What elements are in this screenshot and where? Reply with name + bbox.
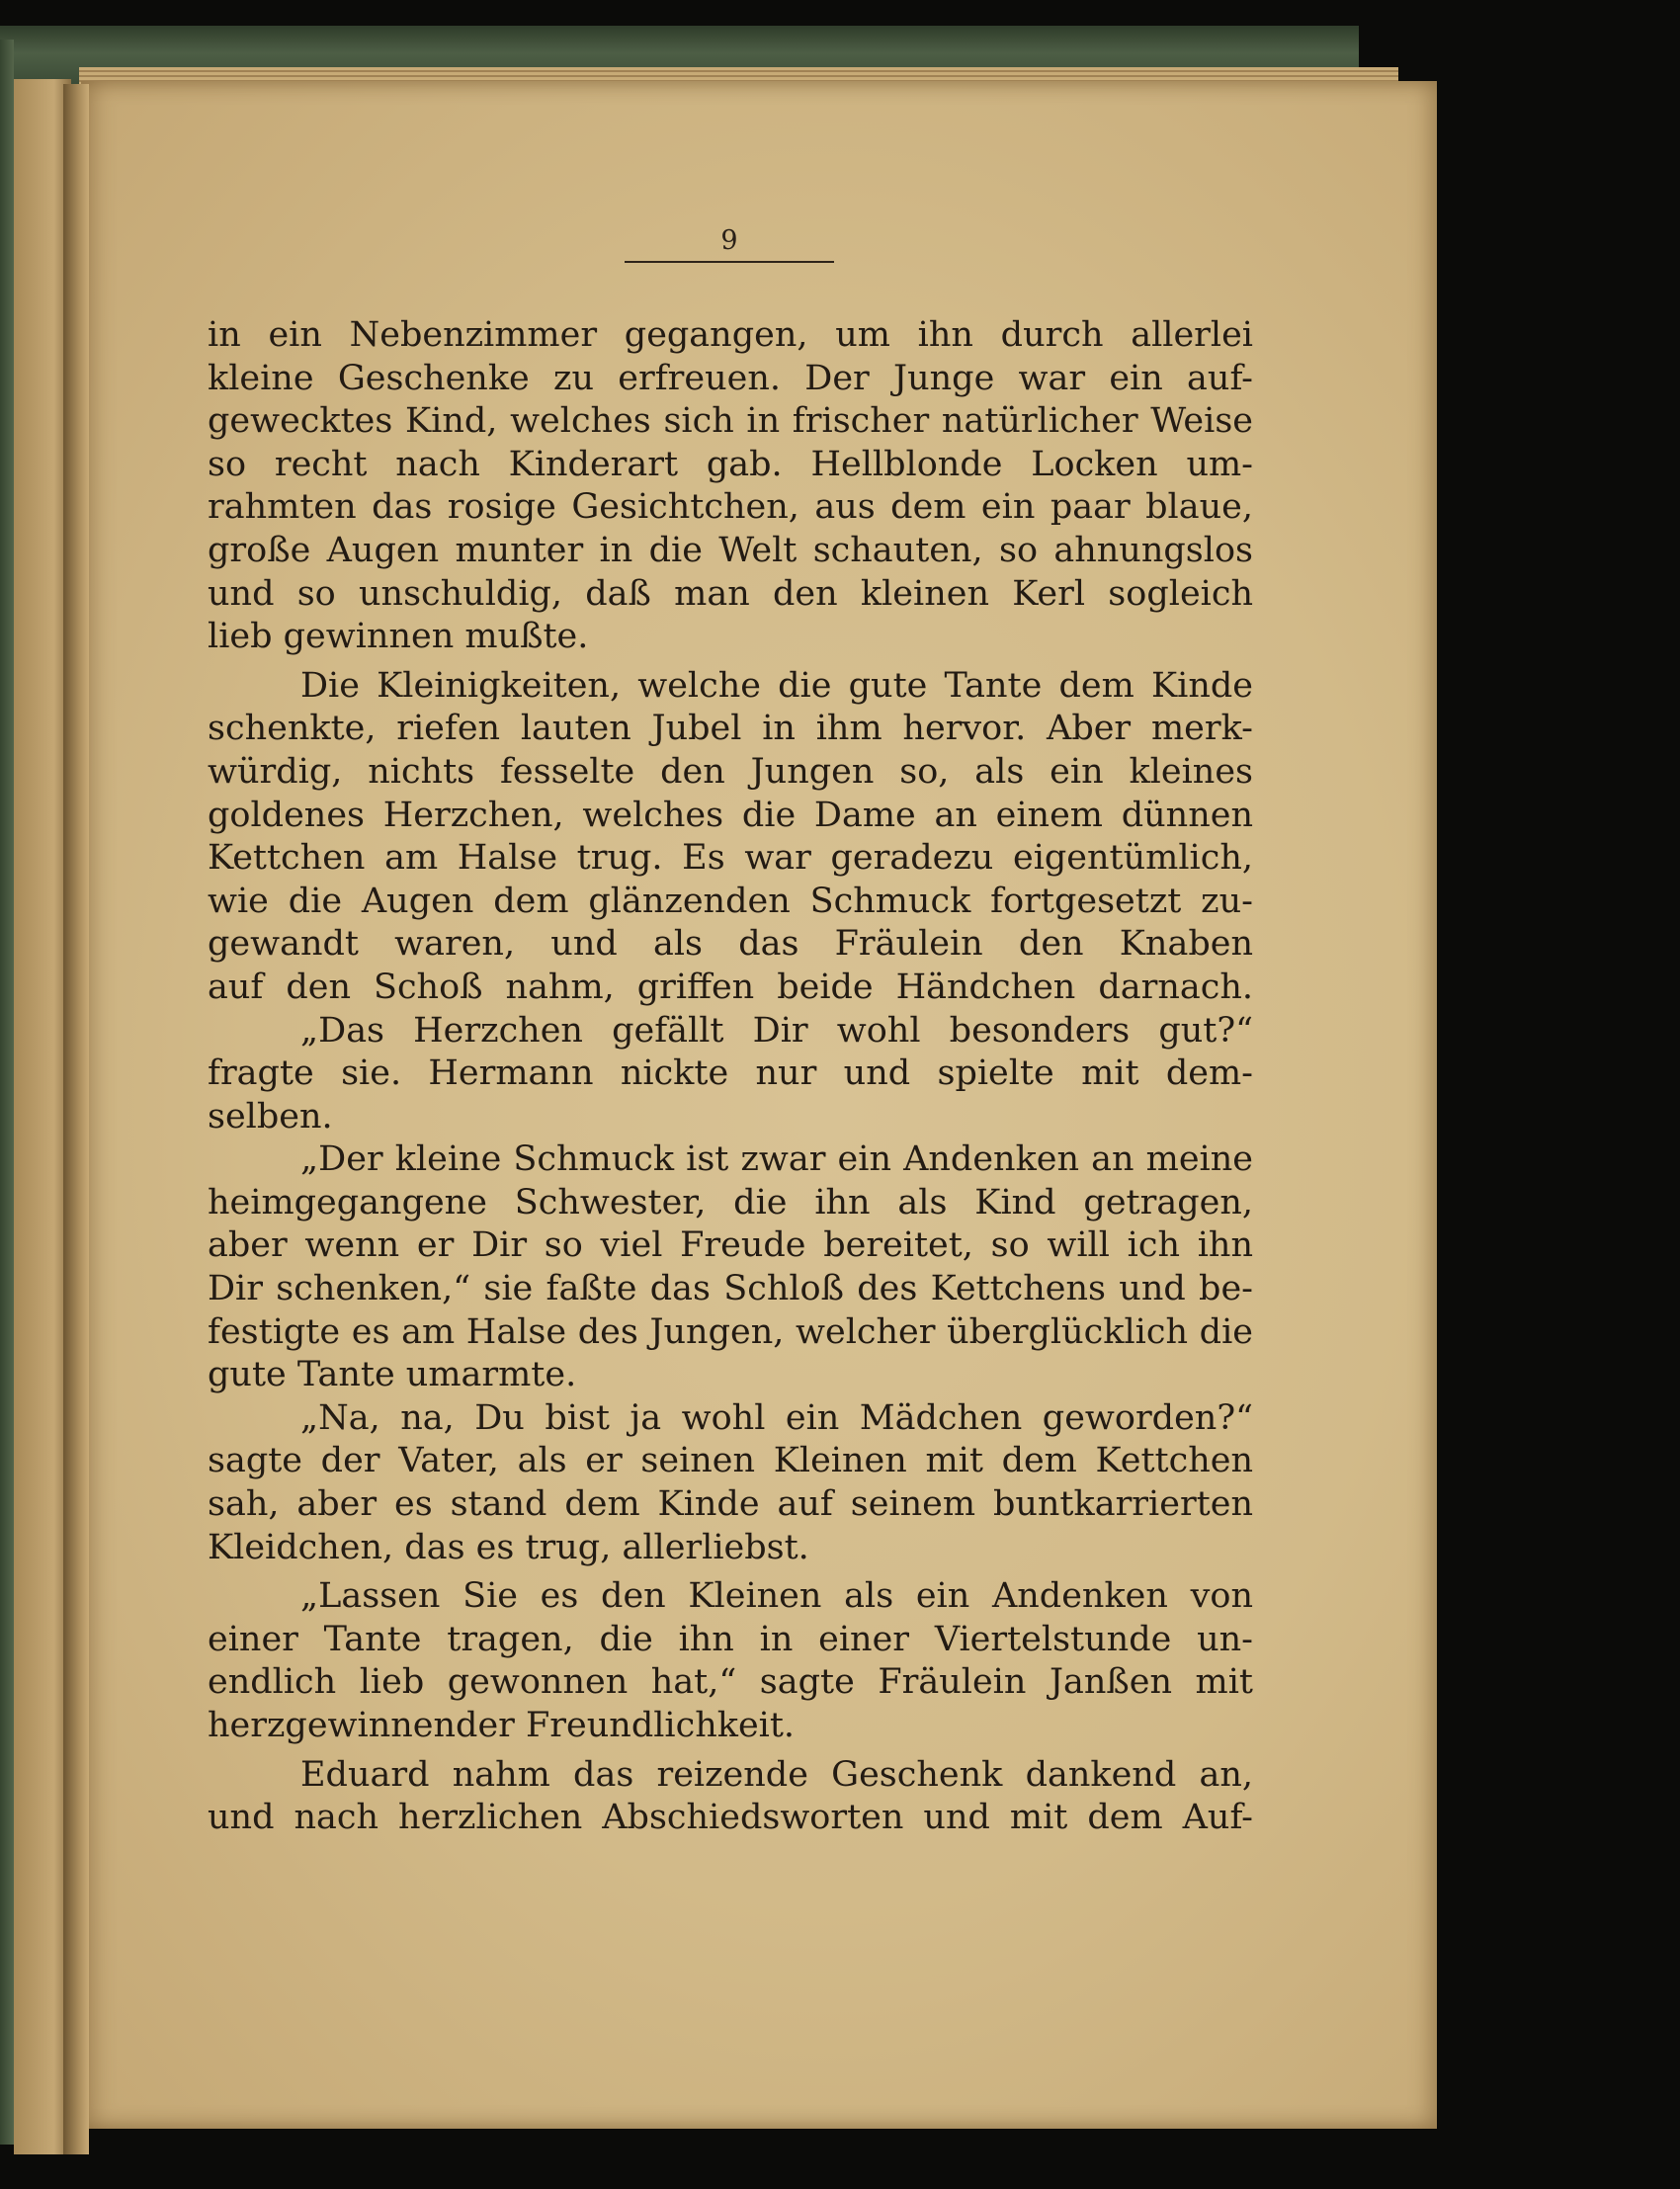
text-line: herzgewinnender Freundlichkeit. xyxy=(208,1706,796,1745)
text-line: selben. xyxy=(208,1096,333,1137)
text-line: auf den Schoß nahm, griffen beide Händchen darnach. xyxy=(208,967,1253,1007)
text-line: einer Tante tragen, die ihn in einer Viertelstunde un- xyxy=(208,1619,1253,1659)
text-line: heimgegangene Schwester, die ihn als Kind getragen, xyxy=(208,1182,1253,1222)
text-line: wie die Augen dem glänzenden Schmuck fortgesetzt zu- xyxy=(208,881,1253,921)
paragraph xyxy=(208,1010,1253,1139)
text-line: sagte der Vater, als er seinen Kleinen mit dem Kettchen xyxy=(208,1441,1253,1481)
text-line: sah, aber es stand dem Kinde auf seinem buntkarrierten xyxy=(208,1484,1253,1525)
text-line: würdig, nichts fesselte den Jungen so, als ein kleines xyxy=(208,751,1253,792)
page-gutter xyxy=(63,84,89,2154)
paragraph xyxy=(208,1138,1253,1397)
text-line: Dir schenken,“ sie faßte das Schloß des Kettchens und be- xyxy=(208,1269,1253,1309)
text-line: schenkte, riefen lauten Jubel in ihm hervor. Aber merk- xyxy=(208,709,1253,749)
text-line: rahmten das rosige Gesichtchen, aus dem ein paar blaue, xyxy=(208,487,1253,528)
paragraph xyxy=(208,314,1253,659)
text-line: Kleidchen, das es trug, allerliebst. xyxy=(208,1527,809,1567)
text-line: gewecktes Kind, welches sich in frischer natürlicher Weise xyxy=(208,401,1253,442)
text-line: aber wenn er Dir so viel Freude bereitet, so will ich ihn xyxy=(208,1225,1253,1266)
header-rule xyxy=(625,261,834,263)
paragraph xyxy=(208,1575,1253,1747)
text-line: endlich lieb gewonnen hat,“ sagte Fräulein Janßen mit xyxy=(208,1662,1253,1703)
text-line: „Na, na, Du bist ja wohl ein Mädchen geworden?“ xyxy=(300,1397,1253,1438)
text-line: festigte es am Halse des Jungen, welcher überglücklich die xyxy=(208,1311,1253,1352)
paragraph xyxy=(208,665,1253,1010)
paragraph xyxy=(208,1397,1253,1569)
text-line: lieb gewinnen mußte. xyxy=(208,617,589,657)
body-text xyxy=(208,314,1253,1840)
text-line: fragte sie. Hermann nickte nur und spielte mit dem- xyxy=(208,1053,1253,1094)
text-line: goldenes Herzchen, welches die Dame an einem dünnen xyxy=(208,795,1253,835)
text-line: Kettchen am Halse trug. Es war geradezu eigentümlich, xyxy=(208,838,1253,879)
page-number: 9 xyxy=(720,225,738,256)
text-line: und so unschuldig, daß man den kleinen Kerl sogleich xyxy=(208,573,1253,614)
text-line: Die Kleinigkeiten, welche die gute Tante dem Kinde xyxy=(300,665,1253,706)
text-line: „Lassen Sie es den Kleinen als ein Andenken von xyxy=(300,1576,1253,1617)
text-line: und nach herzlichen Abschiedsworten und mit dem Auf- xyxy=(208,1798,1253,1838)
text-line: „Der kleine Schmuck ist zwar ein Andenken an meine xyxy=(300,1139,1253,1180)
text-line: große Augen munter in die Welt schauten, so ahnungslos xyxy=(208,530,1253,570)
book-cover-spine xyxy=(0,40,14,2145)
text-line: gewandt waren, und als das Fräulein den Knaben xyxy=(208,924,1253,965)
text-line: Eduard nahm das reizende Geschenk dankend an, xyxy=(300,1754,1253,1795)
paragraph xyxy=(208,1754,1253,1840)
text-line: so recht nach Kinderart gab. Hellblonde Locken um- xyxy=(208,444,1253,484)
text-line: „Das Herzchen gefällt Dir wohl besonders gut?“ xyxy=(300,1010,1253,1051)
text-line: gute Tante umarmte. xyxy=(208,1355,577,1395)
text-line: kleine Geschenke zu erfreuen. Der Junge war ein auf- xyxy=(208,358,1253,398)
text-line: in ein Nebenzimmer gegangen, um ihn durch allerlei xyxy=(208,315,1253,355)
